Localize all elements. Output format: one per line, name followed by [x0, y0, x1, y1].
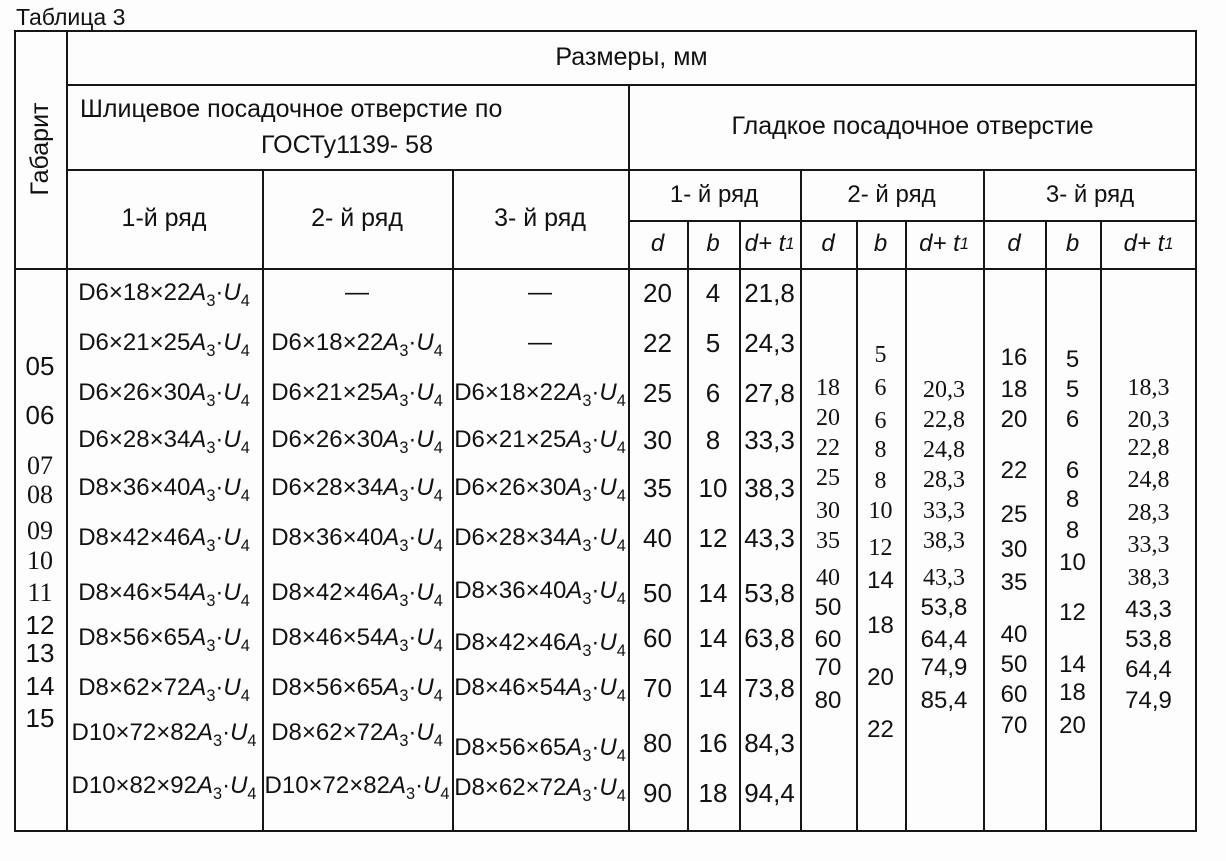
gabarit-value: 05 — [25, 351, 55, 381]
d-value: 40 — [643, 523, 672, 553]
spline-designation: $D8\times 62\times 72A_3\cdot U_4$ — [454, 774, 626, 805]
spline-designation: $D8\times 46\times 54A_3\cdot U_4$ — [271, 624, 443, 655]
spline-series-3-header: 3- й ряд — [494, 204, 586, 232]
spline-designation: $D10\times 82\times 92A_3\cdot U_4$ — [71, 772, 257, 803]
b-value: 6 — [1065, 457, 1080, 484]
spline-designation: $D8\times 36\times 40A_3\cdot U_4$ — [454, 577, 626, 608]
b-value: 8 — [1065, 486, 1080, 513]
d-value: 22 — [816, 435, 840, 461]
b-value: 8 — [874, 468, 887, 494]
spline-section-header-line1: Шлицевое посадочное отверстие по — [80, 94, 503, 123]
b-value: 10 — [698, 473, 728, 503]
spline-designation: $D6\times 26\times 30A_3\cdot U_4$ — [454, 474, 626, 505]
dt1-value: 38,3 — [744, 473, 795, 503]
dt1-value: 74,9 — [920, 654, 968, 681]
spline-series-1-column — [66, 268, 262, 832]
table-caption: Таблица 3 — [16, 4, 126, 30]
dt1-value: 53,8 — [1125, 626, 1172, 653]
d-value: 25 — [816, 465, 840, 491]
d-value: 25 — [1000, 501, 1028, 528]
d-value: 40 — [816, 565, 840, 591]
b-value: 16 — [698, 728, 728, 758]
spline-designation: $D8\times 56\times 65A_3\cdot U_4$ — [271, 674, 443, 705]
spline-designation: — — [345, 279, 369, 306]
dt1-value: 38,3 — [923, 528, 965, 554]
dt1-value: 27,8 — [744, 378, 795, 408]
col-header-dt1-3: d+ t 1 — [1123, 230, 1174, 257]
b-value: 8 — [1065, 517, 1080, 544]
dt1-value: 33,3 — [1127, 532, 1170, 558]
d-value: 60 — [814, 626, 842, 653]
spline-designation: $D6\times 18\times 22A_3\cdot U_4$ — [78, 279, 250, 310]
spline-designation: $D8\times 46\times 54A_3\cdot U_4$ — [454, 674, 626, 705]
d-value: 22 — [1000, 457, 1028, 484]
col-header-d-1: d — [650, 230, 665, 257]
dt1-value: 63,8 — [744, 623, 795, 653]
d-value: 30 — [1000, 536, 1028, 563]
dt1-value: 53,8 — [920, 594, 968, 621]
gabarit-column — [14, 268, 66, 832]
dt1-value: 22,8 — [923, 407, 965, 433]
d-value: 50 — [814, 594, 842, 621]
dt1-value: 43,3 — [1125, 596, 1172, 623]
d-value: 70 — [814, 654, 842, 681]
d-value: 25 — [643, 378, 672, 408]
col-header-dt1-2: d+ t 1 — [919, 230, 969, 257]
dt1-value: 33,3 — [744, 425, 795, 455]
dt1-value: 21,8 — [744, 278, 795, 308]
size-units-header: Размеры, мм — [555, 42, 708, 71]
b-value: 14 — [698, 673, 728, 703]
spline-designation: $D8\times 62\times 72A_3\cdot U_4$ — [271, 719, 443, 750]
b-value: 14 — [867, 567, 894, 594]
d-value: 35 — [643, 473, 672, 503]
spline-designation: $D8\times 56\times 65A_3\cdot U_4$ — [78, 624, 250, 655]
spline-designation: $D6\times 18\times 22A_3\cdot U_4$ — [454, 379, 626, 410]
d-value: 30 — [643, 425, 672, 455]
col-header-b-1: b — [706, 230, 720, 257]
b-value: 20 — [1059, 712, 1086, 739]
gabarit-value: 14 — [25, 671, 55, 701]
dt1-value: 43,3 — [744, 523, 795, 553]
dt1-value: 28,3 — [1127, 500, 1170, 526]
spline-designation: — — [528, 279, 552, 306]
spline-designation: $D10\times 72\times 82A_3\cdot U_4$ — [264, 772, 450, 803]
d-value: 70 — [1000, 712, 1028, 739]
smooth2-dt-column — [905, 268, 983, 832]
b-value: 12 — [868, 535, 893, 561]
smooth-series-2-header: 2- й ряд — [847, 180, 936, 208]
dt1-value: 24,3 — [744, 328, 795, 358]
col-header-b-2: b — [873, 230, 888, 257]
col-header-d-3: d — [1007, 230, 1021, 257]
spline-designation: $D6\times 18\times 22A_3\cdot U_4$ — [271, 329, 443, 360]
spline-designation: $D10\times 72\times 82A_3\cdot U_4$ — [71, 719, 257, 750]
spline-designation: $D8\times 36\times 40A_3\cdot U_4$ — [271, 524, 443, 555]
d-value: 40 — [1000, 621, 1028, 648]
col-header-dt1-1: d+ t 1 — [744, 230, 795, 257]
b-value: 6 — [874, 408, 887, 434]
smooth2-d-column — [800, 268, 856, 832]
b-value: 18 — [1059, 679, 1086, 706]
b-value: 6 — [874, 375, 887, 401]
b-value: 5 — [705, 328, 721, 358]
gabarit-value: 11 — [27, 578, 53, 607]
gabarit-value: 09 — [27, 516, 53, 545]
b-value: 6 — [705, 378, 721, 408]
d-value: 90 — [643, 778, 672, 808]
gabarit-value: 08 — [27, 480, 53, 509]
spline-section-header — [66, 84, 628, 169]
smooth3-d-column — [983, 268, 1045, 832]
spline-series-2-column — [262, 268, 452, 832]
dt1-value: 20,3 — [1127, 407, 1170, 433]
dt1-value: 94,4 — [744, 778, 795, 808]
b-value: 10 — [868, 498, 893, 524]
d-value: 80 — [814, 687, 842, 714]
dt1-value: 84,3 — [744, 728, 795, 758]
spline-series-2-header: 2- й ряд — [311, 204, 403, 232]
smooth-series-1-header: 1- й ряд — [669, 180, 759, 208]
dt1-value: 73,8 — [744, 673, 795, 703]
gabarit-value: 07 — [27, 451, 53, 480]
d-value: 22 — [643, 328, 672, 358]
d-value: 20 — [816, 405, 840, 431]
d-value: 35 — [1000, 569, 1028, 596]
spline-designation: $D6\times 26\times 30A_3\cdot U_4$ — [78, 379, 250, 410]
b-value: 10 — [1059, 549, 1086, 576]
b-value: 20 — [867, 664, 894, 691]
b-value: 14 — [1059, 651, 1086, 678]
gabarit-value: 15 — [25, 703, 55, 733]
smooth2-b-column — [856, 268, 905, 832]
d-value: 20 — [643, 278, 672, 308]
spline-designation: $D6\times 28\times 34A_3\cdot U_4$ — [78, 426, 250, 457]
b-value: 5 — [1065, 346, 1080, 373]
dt1-value: 38,3 — [1127, 565, 1170, 591]
smooth1-b-column — [687, 268, 739, 832]
col-header-d-2: d — [821, 230, 835, 257]
d-value: 50 — [643, 578, 672, 608]
dt1-value: 28,3 — [923, 467, 965, 493]
smooth3-dt-column — [1100, 268, 1197, 832]
spline-designation: $D6\times 28\times 34A_3\cdot U_4$ — [271, 474, 443, 505]
b-value: 6 — [1065, 406, 1080, 433]
d-value: 60 — [1000, 681, 1028, 708]
spline-designation: $D8\times 42\times 46A_3\cdot U_4$ — [271, 579, 443, 610]
dt1-value: 18,3 — [1127, 375, 1170, 401]
smooth-section-header: Гладкое посадочное отверстие — [731, 112, 1094, 140]
spline-series-3-column — [452, 268, 628, 832]
spline-designation: $D6\times 21\times 25A_3\cdot U_4$ — [454, 426, 626, 457]
b-value: 8 — [705, 425, 721, 455]
dt1-value: 24,8 — [923, 437, 965, 463]
dt1-value: 74,9 — [1125, 687, 1172, 714]
gost-reference: ГОСТу1139- 58 — [260, 130, 433, 159]
b-value: 12 — [1059, 599, 1086, 626]
spline-designation: $D8\times 56\times 65A_3\cdot U_4$ — [454, 734, 626, 765]
gabarit-value: 10 — [27, 546, 53, 575]
b-value: 18 — [698, 778, 728, 808]
dt1-value: 20,3 — [923, 377, 965, 403]
b-value: 14 — [698, 623, 728, 653]
d-value: 16 — [1000, 344, 1028, 371]
spline-designation: $D6\times 28\times 34A_3\cdot U_4$ — [454, 524, 626, 555]
dt1-value: 43,3 — [923, 565, 965, 591]
d-value: 20 — [1000, 406, 1028, 433]
spline-designation: $D6\times 26\times 30A_3\cdot U_4$ — [271, 426, 443, 457]
dt1-value: 22,8 — [1127, 435, 1170, 461]
d-value: 60 — [643, 623, 672, 653]
spline-designation: $D8\times 36\times 40A_3\cdot U_4$ — [78, 474, 250, 505]
dt1-value: 24,8 — [1127, 467, 1170, 493]
d-value: 80 — [643, 728, 672, 758]
gabarit-value: 12 — [25, 610, 55, 640]
dt1-value: 53,8 — [744, 578, 795, 608]
gabarit-value: 13 — [25, 638, 55, 668]
smooth1-dt-column — [739, 268, 800, 832]
b-value: 12 — [698, 523, 728, 553]
smooth3-b-column — [1045, 268, 1100, 832]
col-header-b-3: b — [1065, 230, 1080, 257]
gabarit-header: Габарит — [25, 102, 54, 196]
d-value: 18 — [1000, 376, 1028, 403]
dt1-value: 85,4 — [920, 687, 968, 714]
smooth-series-3-header: 3- й ряд — [1045, 180, 1135, 208]
spline-designation: $D6\times 21\times 25A_3\cdot U_4$ — [271, 379, 443, 410]
b-value: 5 — [1065, 376, 1080, 403]
b-value: 14 — [698, 578, 728, 608]
dt1-value: 64,4 — [920, 626, 968, 653]
b-value: 5 — [874, 342, 887, 368]
b-value: 4 — [705, 278, 721, 308]
d-value: 70 — [643, 673, 672, 703]
spline-designation: $D8\times 42\times 46A_3\cdot U_4$ — [454, 629, 626, 660]
spline-designation: $D8\times 46\times 54A_3\cdot U_4$ — [78, 579, 250, 610]
d-value: 35 — [816, 528, 840, 554]
b-value: 22 — [867, 716, 894, 743]
spline-designation: $D8\times 42\times 46A_3\cdot U_4$ — [78, 524, 250, 555]
dt1-value: 33,3 — [923, 498, 965, 524]
gabarit-value: 06 — [25, 400, 55, 430]
d-value: 50 — [1000, 651, 1028, 678]
spline-series-1-header: 1-й ряд — [121, 204, 207, 232]
spline-designation: — — [528, 329, 552, 356]
smooth1-d-column — [628, 268, 687, 832]
dt1-value: 64,4 — [1125, 656, 1172, 683]
d-value: 30 — [816, 498, 840, 524]
spline-designation: $D6\times 21\times 25A_3\cdot U_4$ — [78, 329, 250, 360]
b-value: 18 — [867, 612, 894, 639]
spline-designation: $D8\times 62\times 72A_3\cdot U_4$ — [78, 674, 250, 705]
d-value: 18 — [816, 375, 840, 401]
b-value: 8 — [874, 437, 887, 463]
